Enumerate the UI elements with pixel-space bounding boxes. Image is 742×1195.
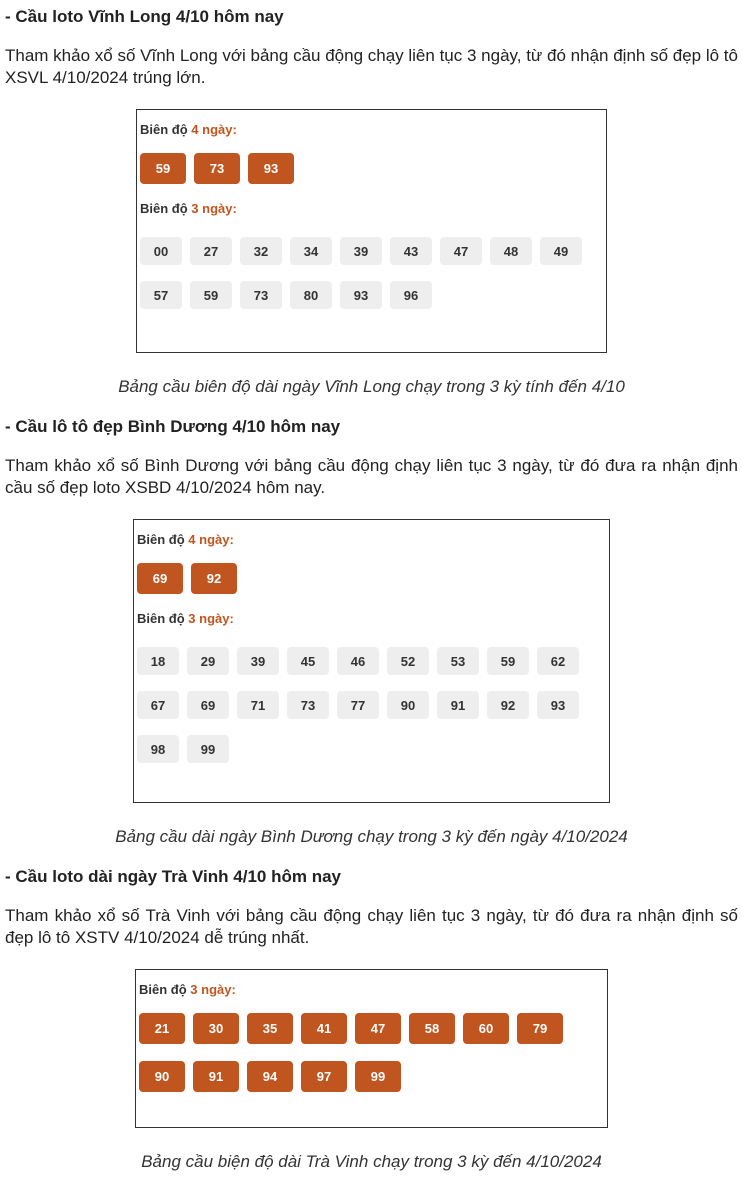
lotto-number: 69 bbox=[187, 691, 229, 719]
lotto-number: 35 bbox=[247, 1013, 293, 1044]
lotto-number: 90 bbox=[139, 1061, 185, 1092]
number-row-3-days bbox=[137, 647, 609, 779]
lotto-number: 73 bbox=[240, 281, 282, 309]
number-row-4-days bbox=[137, 563, 609, 611]
lotto-number: 71 bbox=[237, 691, 279, 719]
lotto-number: 79 bbox=[517, 1013, 563, 1044]
section-heading-vinh-long: - Cầu loto Vĩnh Long 4/10 hôm nay bbox=[5, 7, 284, 26]
lotto-number: 69 bbox=[137, 563, 183, 594]
lotto-number: 46 bbox=[337, 647, 379, 675]
bridge-table-vinh-long bbox=[136, 109, 607, 353]
number-row-3-days bbox=[140, 237, 606, 325]
lotto-number: 41 bbox=[301, 1013, 347, 1044]
lotto-number: 53 bbox=[437, 647, 479, 675]
lotto-number: 77 bbox=[337, 691, 379, 719]
lotto-number: 92 bbox=[191, 563, 237, 594]
group-label-3-days: Biên độ 3 ngày: bbox=[139, 982, 236, 997]
lotto-number: 73 bbox=[194, 153, 240, 184]
group-label-3-days: Biên độ 3 ngày: bbox=[137, 611, 234, 626]
lotto-number: 91 bbox=[193, 1061, 239, 1092]
lotto-number: 99 bbox=[355, 1061, 401, 1092]
lotto-number: 99 bbox=[187, 735, 229, 763]
lotto-number: 59 bbox=[487, 647, 529, 675]
lotto-number: 27 bbox=[190, 237, 232, 265]
group-label-4-days: Biên độ 4 ngày: bbox=[137, 532, 234, 547]
lotto-number: 43 bbox=[390, 237, 432, 265]
lotto-number: 93 bbox=[537, 691, 579, 719]
lotto-number: 62 bbox=[537, 647, 579, 675]
lotto-number: 90 bbox=[387, 691, 429, 719]
lotto-number: 92 bbox=[487, 691, 529, 719]
lotto-number: 98 bbox=[137, 735, 179, 763]
lotto-number: 73 bbox=[287, 691, 329, 719]
number-row-3-days bbox=[139, 1013, 607, 1109]
lotto-number: 32 bbox=[240, 237, 282, 265]
table-caption-binh-duong: Bảng cầu dài ngày Bình Dương chạy trong 3 kỳ đến ngày 4/10/2024 bbox=[115, 827, 628, 846]
lotto-number: 18 bbox=[137, 647, 179, 675]
table-caption-tra-vinh: Bảng cầu biện độ dài Trà Vinh chạy trong 3 kỳ đến 4/10/2024 bbox=[141, 1152, 602, 1171]
lotto-number: 34 bbox=[290, 237, 332, 265]
lotto-number: 21 bbox=[139, 1013, 185, 1044]
group-label-4-days: Biên độ 4 ngày: bbox=[140, 122, 237, 137]
lotto-number: 39 bbox=[340, 237, 382, 265]
lotto-number: 00 bbox=[140, 237, 182, 265]
lotto-number: 48 bbox=[490, 237, 532, 265]
lotto-number: 29 bbox=[187, 647, 229, 675]
section-desc-binh-duong: Tham khảo xổ số Bình Dương với bảng cầu động chạy liên tục 3 ngày, từ đó đưa ra nhận định cầu số đẹp loto XSBD 4/10/2024 hôm nay. bbox=[5, 456, 738, 497]
lotto-number: 47 bbox=[355, 1013, 401, 1044]
bridge-table-binh-duong bbox=[133, 519, 610, 803]
section-desc-vinh-long: Tham khảo xổ số Vĩnh Long với bảng cầu động chạy liên tục 3 ngày, từ đó nhận định số đẹp lô tô XSVL 4/10/2024 trúng lớn. bbox=[5, 46, 738, 87]
bridge-table-tra-vinh bbox=[135, 969, 608, 1128]
section-heading-tra-vinh: - Cầu loto dài ngày Trà Vinh 4/10 hôm nay bbox=[5, 867, 341, 886]
section-heading-binh-duong: - Cầu lô tô đẹp Bình Dương 4/10 hôm nay bbox=[5, 417, 341, 436]
lotto-number: 52 bbox=[387, 647, 429, 675]
lotto-number: 30 bbox=[193, 1013, 239, 1044]
section-desc-tra-vinh: Tham khảo xổ số Trà Vinh với bảng cầu động chạy liên tục 3 ngày, từ đó đưa ra nhận định số đẹp lô tô XSTV 4/10/2024 dễ trúng nhất. bbox=[5, 906, 738, 947]
lotto-number: 97 bbox=[301, 1061, 347, 1092]
lotto-number: 96 bbox=[390, 281, 432, 309]
lotto-number: 45 bbox=[287, 647, 329, 675]
lotto-number: 47 bbox=[440, 237, 482, 265]
lotto-number: 67 bbox=[137, 691, 179, 719]
lotto-number: 91 bbox=[437, 691, 479, 719]
lotto-number: 60 bbox=[463, 1013, 509, 1044]
lotto-number: 93 bbox=[340, 281, 382, 309]
group-label-3-days: Biên độ 3 ngày: bbox=[140, 201, 237, 216]
lotto-number: 93 bbox=[248, 153, 294, 184]
lotto-number: 58 bbox=[409, 1013, 455, 1044]
lotto-number: 49 bbox=[540, 237, 582, 265]
article-content bbox=[0, 7, 742, 1172]
lotto-number: 94 bbox=[247, 1061, 293, 1092]
lotto-number: 59 bbox=[190, 281, 232, 309]
lotto-number: 80 bbox=[290, 281, 332, 309]
lotto-number: 39 bbox=[237, 647, 279, 675]
number-row-4-days bbox=[140, 153, 606, 201]
table-caption-vinh-long: Bảng cầu biên độ dài ngày Vĩnh Long chạy trong 3 kỳ tính đến 4/10 bbox=[118, 377, 625, 396]
lotto-number: 59 bbox=[140, 153, 186, 184]
lotto-number: 57 bbox=[140, 281, 182, 309]
